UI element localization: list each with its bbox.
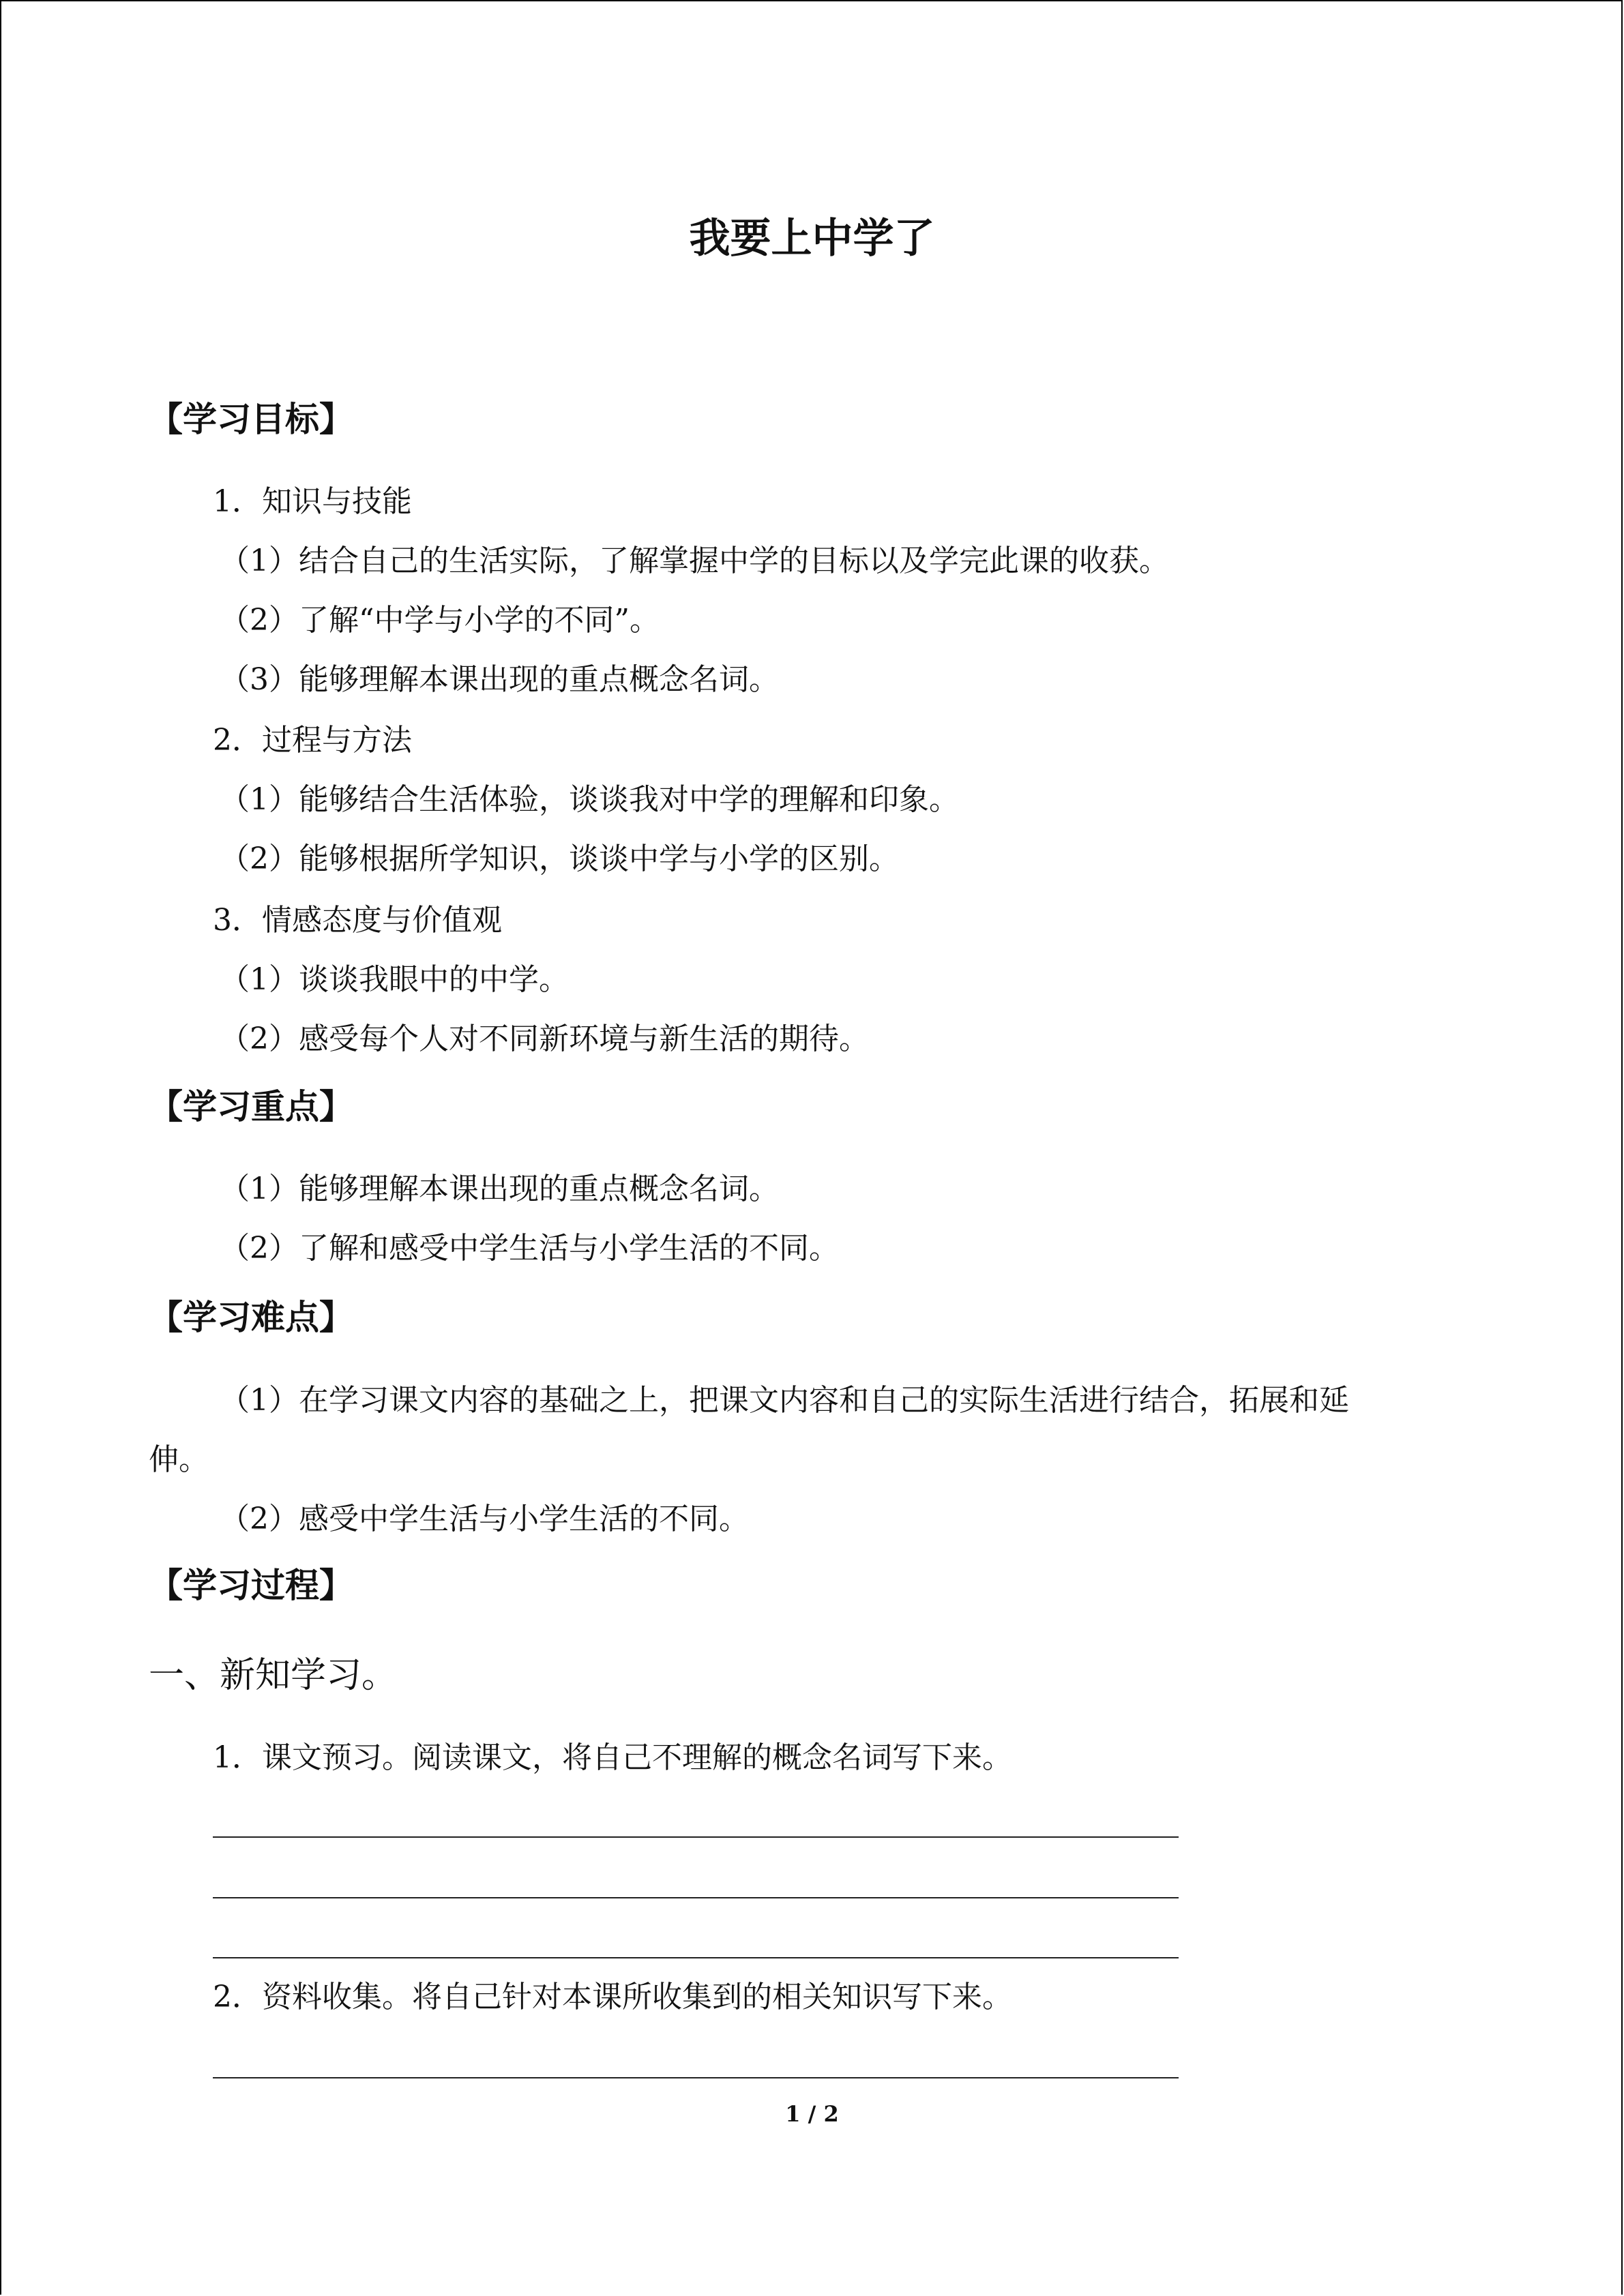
objective-emotion-item-2: （2）感受每个人对不同新环境与新生活的期待。: [220, 1022, 869, 1056]
answer-line-2[interactable]: [213, 1897, 1179, 1898]
answer-line-3[interactable]: [213, 1957, 1179, 1958]
answer-line-1[interactable]: [213, 1836, 1179, 1838]
heading-process: 【学习过程】: [149, 1566, 353, 1605]
heading-difficulties: 【学习难点】: [149, 1298, 353, 1337]
part-1-title: 一、新知学习。: [149, 1655, 398, 1696]
objective-process-item-1: （1）能够结合生活体验，谈谈我对中学的理解和印象。: [220, 782, 959, 817]
answer-line-4[interactable]: [213, 2077, 1179, 2078]
objective-process-label: 2．过程与方法: [213, 723, 412, 758]
objective-knowledge-item-1: （1）结合自己的生活实际，了解掌握中学的目标以及学完此课的收获。: [220, 543, 1169, 578]
objective-knowledge-item-2: （2）了解“中学与小学的不同”。: [220, 603, 660, 638]
heading-objectives: 【学习目标】: [149, 400, 353, 439]
key-point-item-1: （1）能够理解本课出现的重点概念名词。: [220, 1172, 779, 1206]
objective-process-item-2: （2）能够根据所学知识，谈谈中学与小学的区别。: [220, 841, 899, 876]
objective-knowledge-label: 1．知识与技能: [213, 484, 412, 519]
difficulty-item-1-line-2: 伸。: [149, 1442, 209, 1477]
difficulty-item-2: （2）感受中学生活与小学生活的不同。: [220, 1502, 749, 1536]
objective-emotion-item-1: （1）谈谈我眼中的中学。: [220, 962, 569, 997]
objective-emotion-label: 3．情感态度与价值观: [213, 903, 502, 938]
key-point-item-2: （2）了解和感受中学生活与小学生活的不同。: [220, 1231, 839, 1266]
task-2-text: 2．资料收集。将自己针对本课所收集到的相关知识写下来。: [213, 1980, 1012, 2014]
page-number: 1 / 2: [785, 2101, 839, 2127]
objective-knowledge-item-3: （3）能够理解本课出现的重点概念名词。: [220, 662, 779, 697]
difficulty-item-1-line-1: （1）在学习课文内容的基础之上，把课文内容和自己的实际生活进行结合，拓展和延: [220, 1383, 1349, 1418]
document-title: 我要上中学了: [689, 215, 935, 263]
task-1-text: 1．课文预习。阅读课文，将自己不理解的概念名词写下来。: [213, 1740, 1012, 1775]
heading-key-points: 【学习重点】: [149, 1087, 353, 1127]
